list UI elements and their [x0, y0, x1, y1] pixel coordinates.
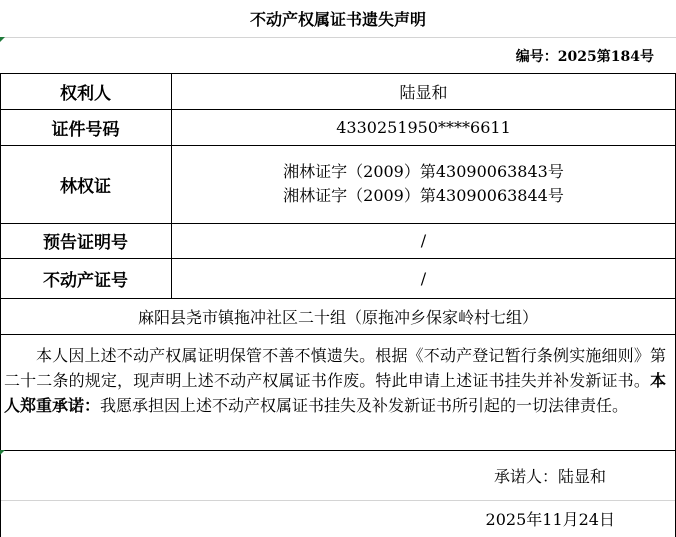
statement-commitment-bold: 本人郑重承诺： — [4, 371, 666, 415]
notice-cert-row — [0, 223, 676, 258]
id-row — [0, 109, 676, 145]
border-line — [0, 298, 676, 299]
forest-cert-row — [0, 145, 676, 223]
forest-cert-value-2: 湘林证字（2009）第43090063844号 — [283, 186, 564, 205]
signer: 承诺人：陆显和 — [493, 466, 606, 486]
border-line — [0, 73, 1, 537]
border-line — [0, 73, 676, 74]
statement-text — [4, 343, 666, 418]
holder-value: 陆显和 — [399, 83, 448, 102]
holder-row — [0, 74, 676, 109]
forest-cert-values — [171, 145, 676, 223]
property-address: 麻阳县尧市镇拖冲社区二十组（原拖冲乡保家岭村七组） — [137, 307, 538, 327]
border-line — [0, 334, 676, 335]
statement-part-2: 我愿承担因上述不动产权属证书挂失及补发新证书所引起的一切法律责任。 — [100, 396, 629, 415]
serial-number: 编号：2025第184号 — [515, 49, 654, 65]
gridline — [0, 37, 676, 38]
id-label: 证件号码 — [51, 119, 120, 140]
holder-label: 权利人 — [60, 84, 111, 104]
cell-marker — [0, 450, 5, 455]
realty-cert-label: 不动产证号 — [43, 270, 128, 291]
forest-cert-value-1: 湘林证字（2009）第43090063843号 — [283, 162, 564, 181]
border-line — [0, 109, 676, 110]
border-line — [0, 145, 676, 146]
serial-row — [0, 37, 676, 74]
date-row — [0, 500, 676, 537]
document-title: 不动产权属证书遗失声明 — [249, 10, 426, 29]
notice-cert-value: / — [420, 231, 427, 250]
cell-marker — [0, 37, 5, 42]
border-line — [0, 258, 676, 259]
signer-row — [0, 450, 676, 500]
statement-part-1: 本人因上述不动产权属证明保管不善不慎遗失。根据《不动产登记暂行条例实施细则》第二十二条的规定，现声明上述不动产权属证书作废。特此申请上述证书挂失并补发新证书。 — [4, 346, 666, 390]
realty-cert-value: / — [420, 268, 427, 288]
id-value: 4330251950****6611 — [336, 117, 511, 137]
border-line — [0, 450, 676, 451]
realty-cert-row — [0, 258, 676, 298]
title-row — [0, 0, 676, 37]
address-row — [0, 298, 676, 334]
border-line — [171, 73, 172, 298]
border-line — [0, 223, 676, 224]
gridline — [0, 500, 676, 501]
statement-row — [0, 334, 676, 450]
declaration-date: 2025年11月24日 — [485, 510, 615, 529]
forest-cert-label: 林权证 — [60, 176, 111, 197]
notice-cert-label: 预告证明号 — [43, 233, 128, 253]
